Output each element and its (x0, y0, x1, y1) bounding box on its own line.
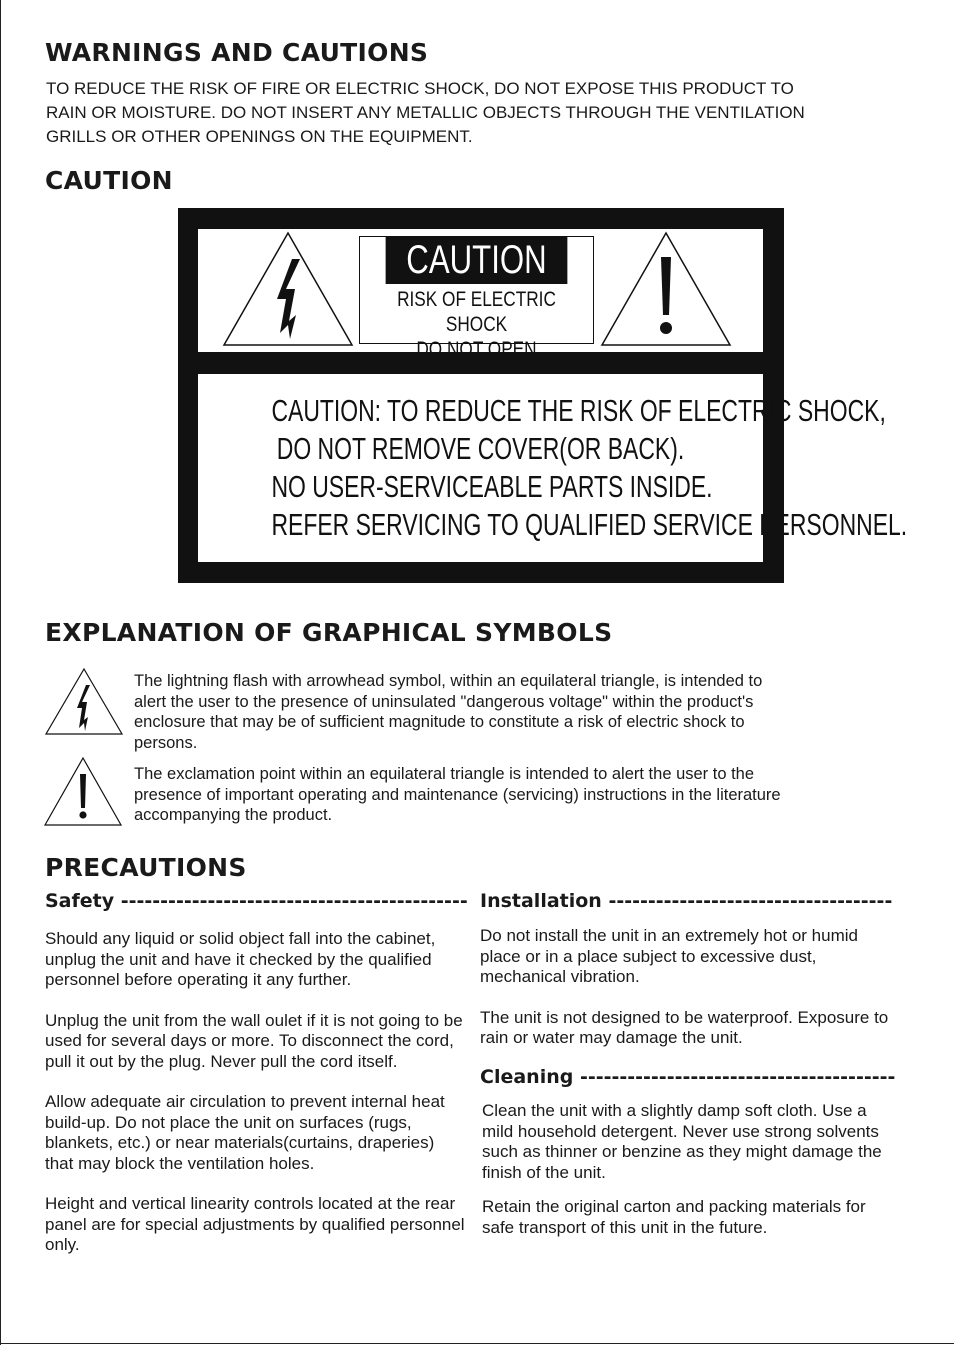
warnings-heading: WARNINGS AND CAUTIONS (45, 38, 429, 67)
warnings-line: GRILLS OR OTHER OPENINGS ON THE EQUIPMENT. (46, 127, 473, 146)
cleaning-heading: Cleaning ---------------------------------------- (480, 1066, 896, 1088)
caution-notice-line: DO NOT REMOVE COVER(OR BACK). (276, 431, 685, 466)
symbol-text-line: accompanying the product. (134, 806, 333, 824)
caution-notice-text (198, 392, 908, 544)
warnings-line: TO REDUCE THE RISK OF FIRE OR ELECTRIC SHOCK, DO NOT EXPOSE THIS PRODUCT TO (46, 79, 794, 98)
caution-notice-line: NO USER-SERVICEABLE PARTS INSIDE. (271, 469, 713, 504)
installation-section (480, 926, 900, 1069)
warnings-line: RAIN OR MOISTURE. DO NOT INSERT ANY METALLIC OBJECTS THROUGH THE VENTILATION (46, 103, 805, 122)
safety-heading: Safety -------------------------------------------- (45, 890, 468, 912)
installation-heading: Installation ------------------------------------ (480, 890, 893, 912)
caution-label-notice (198, 374, 908, 562)
safety-paragraph: Should any liquid or solid object fall into the cabinet, unplug the unit and have it checked by the qualified personnel before operating it any further. (45, 929, 436, 989)
caution-box (359, 236, 594, 361)
caution-box-subtitle (381, 287, 572, 362)
symbol-text-line: persons. (134, 733, 198, 752)
safety-section (45, 929, 465, 1276)
symbols-heading: EXPLANATION OF GRAPHICAL SYMBOLS (45, 618, 613, 647)
symbol-exclamation-text (134, 764, 914, 826)
symbol-text-line: alert the user to the presence of uninsulated "dangerous voltage" within the product's (134, 692, 754, 711)
warnings-text (46, 77, 926, 149)
symbol-text-line: The lightning flash with arrowhead symbol, within an equilateral triangle, is intended to (134, 672, 763, 690)
caution-label-top (198, 229, 763, 361)
exclamation-triangle-icon (600, 231, 732, 347)
lightning-triangle-icon (44, 668, 124, 736)
installation-paragraph: The unit is not designed to be waterproof. Exposure to rain or water may damage the unit. (480, 1007, 889, 1047)
symbol-text-line: presence of important operating and maintenance (servicing) instructions in the literature (134, 785, 781, 804)
cleaning-paragraph: Retain the original carton and packing materials for safe transport of this unit in the future. (482, 1197, 866, 1237)
safety-paragraph: Height and vertical linearity controls located at the rear panel are for special adjustments by qualified personnel only. (45, 1194, 465, 1254)
installation-paragraph: Do not install the unit in an extremely hot or humid place or in a place subject to excessive dust, mechanical vibration. (480, 926, 858, 986)
safety-paragraph: Allow adequate air circulation to prevent internal heat build-up. Do not place the unit on surfaces (rugs, blankets, etc.) or near materials(curtains, draperies) that may block the ventilation holes. (45, 1092, 445, 1173)
page-border-bottom (0, 1343, 954, 1344)
symbol-lightning-text (134, 671, 914, 753)
caution-box-line: RISK OF ELECTRIC SHOCK (397, 288, 556, 336)
page-border-left (0, 0, 1, 1345)
caution-label (178, 208, 908, 583)
lightning-triangle-icon (222, 231, 354, 347)
cleaning-paragraph: Clean the unit with a slightly damp soft cloth. Use a mild household detergent. Never use strong solvents such as thinner or benzine as they might damage the finish of the unit. (482, 1101, 882, 1182)
caution-heading: CAUTION (45, 166, 173, 195)
symbol-text-line: The exclamation point within an equilateral triangle is intended to alert the user to the (134, 765, 755, 783)
precautions-heading: PRECAUTIONS (45, 853, 247, 882)
caution-box-title: CAUTION (386, 237, 568, 284)
exclamation-triangle-icon (43, 757, 123, 827)
safety-paragraph: Unplug the unit from the wall oulet if it is not going to be used for several days or more. To disconnect the cord, pull it out by the plug. Never pull the cord itself. (45, 1010, 463, 1071)
symbol-text-line: enclosure that may be of sufficient magnitude to constitute a risk of electric shock to (134, 713, 745, 731)
caution-notice-line: REFER SERVICING TO QUALIFIED SERVICE PERSONNEL. (271, 507, 908, 542)
caution-notice-line: CAUTION: TO REDUCE THE RISK OF ELECTRIC SHOCK, (271, 393, 886, 428)
cleaning-section (482, 1101, 902, 1258)
caution-box-line: DO NOT OPEN (416, 338, 537, 361)
